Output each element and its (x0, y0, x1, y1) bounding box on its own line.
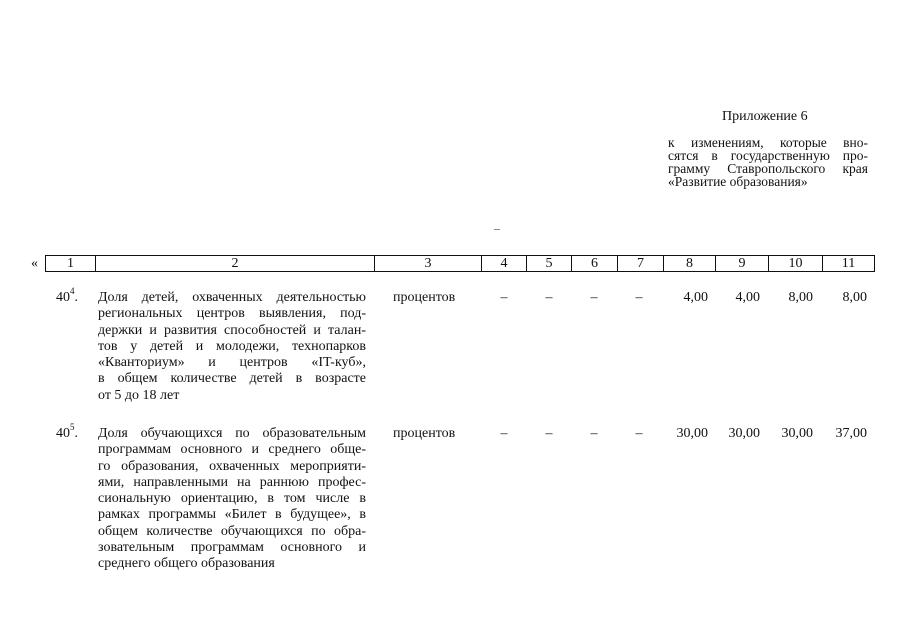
value-col-4: – (500, 290, 508, 305)
value-col-4: – (500, 426, 508, 441)
row-description-line: Доля обучающихся по образовательным (98, 426, 366, 441)
row-description-line: ями, направленными на раннюю профес- (98, 474, 366, 490)
appendix-note-line: сятся в государственную про- (668, 148, 868, 163)
value-col-5: – (545, 290, 553, 305)
row-number (56, 286, 78, 306)
value-col-9: 30,00 (728, 426, 760, 441)
value-col-6: – (590, 426, 598, 441)
header-cell: 11 (823, 256, 875, 271)
header-cell: 7 (618, 256, 664, 271)
header-cell: 6 (572, 256, 618, 271)
row-number-superscript: 4 (70, 286, 75, 297)
row-unit: процентов (393, 290, 456, 305)
row-description-line: рамках программы «Билет в будущее», в (98, 507, 366, 523)
value-col-10: 8,00 (788, 290, 813, 305)
value-col-9: 4,00 (735, 290, 760, 305)
row-description-line: Доля детей, охваченных деятельностью (98, 290, 366, 305)
header-cell: 1 (46, 256, 96, 271)
row-description-line: тов у детей и молодежи, технопарков (98, 338, 366, 354)
appendix-note-line: к изменениям, которые вно- (668, 135, 868, 150)
row-description-line: «Кванториум» и центров «IT-куб», (98, 355, 366, 371)
value-col-10: 30,00 (781, 426, 813, 441)
row-number (56, 422, 78, 442)
row-description-line: среднего общего образования (98, 556, 275, 572)
row-description-line: держки и развития способностей и талан- (98, 322, 366, 338)
header-cell: 5 (527, 256, 572, 271)
value-col-11: 8,00 (842, 290, 867, 305)
row-number-suffix: . (74, 290, 78, 305)
header-cell: 3 (375, 256, 482, 271)
value-col-7: – (635, 290, 643, 305)
open-quote: « (31, 256, 38, 271)
value-col-7: – (635, 426, 643, 441)
row-description (98, 290, 366, 404)
row-description-line: региональных центров выявления, под- (98, 306, 366, 322)
value-col-8: 4,00 (683, 290, 708, 305)
row-number-base: 40 (56, 290, 70, 305)
value-col-6: – (590, 290, 598, 305)
scan-mark (494, 229, 500, 230)
appendix-note (668, 136, 868, 188)
appendix-note-line: грамму Ставропольского края (668, 161, 868, 176)
value-col-11: 37,00 (835, 426, 867, 441)
appendix-note-line: «Развитие образования» (668, 174, 808, 189)
row-number-base: 40 (56, 426, 70, 441)
appendix-title: Приложение 6 (722, 109, 808, 124)
column-number-header (45, 255, 875, 272)
row-unit: процентов (393, 426, 456, 441)
row-number-superscript: 5 (70, 422, 75, 433)
row-description-line: общем количестве обучающихся по обра- (98, 523, 366, 539)
row-description-line: сиональную ориентацию, в том числе в (98, 491, 366, 507)
header-cell: 2 (96, 256, 375, 271)
header-cell: 10 (769, 256, 823, 271)
row-description-line: от 5 до 18 лет (98, 387, 180, 403)
header-cell: 8 (664, 256, 716, 271)
row-description-line: го образования, охваченных мероприяти- (98, 458, 366, 474)
row-description-line: зовательным программам основного и (98, 540, 366, 556)
value-col-5: – (545, 426, 553, 441)
row-number-suffix: . (74, 426, 78, 441)
header-cell: 9 (716, 256, 769, 271)
header-cell: 4 (482, 256, 527, 271)
row-description-line: программам основного и среднего обще- (98, 442, 366, 458)
row-description-line: в общем количестве детей в возрасте (98, 371, 366, 387)
row-description (98, 426, 366, 573)
value-col-8: 30,00 (676, 426, 708, 441)
